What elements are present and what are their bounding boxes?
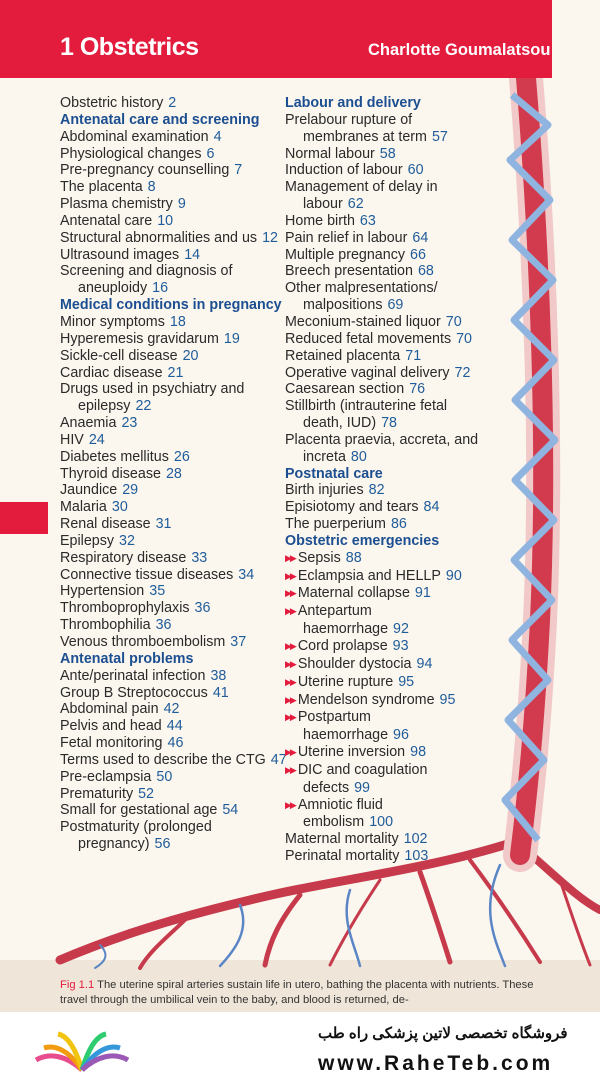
toc-page-number: 66 — [410, 246, 426, 263]
toc-page-number: 12 — [262, 229, 278, 246]
toc-entry-title: Anaemia 23 — [60, 415, 138, 432]
toc-page-number: 29 — [122, 482, 139, 499]
toc-page-number: 69 — [387, 297, 404, 314]
toc-entry-title: Renal disease 31 — [60, 516, 172, 533]
shop-name: فروشگاه تخصصی لاتین پزشکی راه طب — [318, 1025, 568, 1042]
toc-entry[interactable] — [60, 331, 285, 348]
emergency-arrow-icon: ▶▶ — [285, 799, 295, 810]
toc-entry[interactable] — [60, 179, 285, 196]
toc-page-number: 57 — [431, 128, 448, 145]
toc-entry[interactable] — [285, 848, 485, 865]
toc-page-number: 82 — [368, 482, 385, 499]
toc-page-number: 95 — [439, 691, 456, 708]
chapter-author: Charlotte Goumalatsou — [368, 41, 551, 59]
toc-entry-title: haemorrhage 92 — [303, 621, 409, 638]
toc-page-number: 6 — [206, 145, 215, 162]
toc-page-number: 95 — [398, 673, 415, 690]
toc-entry-title: Breech presentation 68 — [285, 263, 434, 280]
toc-entry-title: Connective tissue diseases 34 — [60, 566, 255, 583]
toc-entry-title: Eclampsia and HELLP 90 — [297, 567, 462, 584]
toc-entry[interactable] — [285, 831, 485, 848]
toc-entry[interactable] — [60, 381, 285, 415]
toc-entry-title: Jaundice 29 — [60, 482, 139, 499]
toc-entry-title: Prematurity 52 — [60, 785, 154, 802]
toc-entry-title: Normal labour 58 — [285, 145, 396, 162]
toc-entry-title: Respiratory disease 33 — [60, 549, 208, 566]
toc-entry-title: Abdominal pain 42 — [60, 701, 180, 718]
toc-page-number: 84 — [423, 499, 440, 516]
toc-page-number: 103 — [404, 848, 429, 865]
toc-entry-title: Birth injuries 82 — [285, 482, 385, 499]
toc-page-number: 22 — [135, 398, 152, 415]
toc-page-number: 94 — [416, 655, 433, 672]
toc-page-number: 26 — [173, 448, 190, 465]
toc-page-number: 33 — [191, 549, 208, 566]
toc-entry-title: Hyperemesis gravidarum 19 — [60, 330, 240, 347]
toc-entry[interactable] — [285, 247, 485, 264]
toc-page-number: 96 — [393, 727, 409, 744]
toc-entry-title: Structural abnormalities and us 12 — [60, 229, 278, 246]
toc-entry[interactable] — [60, 617, 285, 634]
toc-entry-title: Home birth 63 — [285, 212, 376, 229]
toc-entry-title: HIV 24 — [60, 431, 105, 448]
toc-entry[interactable] — [285, 280, 485, 314]
toc-page-number: 72 — [454, 364, 471, 381]
toc-entry-title: Epilepsy 32 — [60, 532, 135, 549]
toc-page-number: 88 — [345, 549, 362, 566]
toc-page-number: 100 — [369, 814, 394, 831]
toc-entry-title: Perinatal mortality 103 — [285, 848, 429, 865]
toc-entry[interactable] — [60, 213, 285, 230]
toc-page-number: 93 — [392, 638, 409, 654]
toc-entry[interactable] — [285, 744, 485, 762]
toc-entry-title: Management of delay in — [285, 179, 438, 196]
toc-entry[interactable] — [60, 533, 285, 550]
toc-page-number: 62 — [347, 196, 364, 213]
toc-page-number: 102 — [403, 831, 428, 848]
toc-page-number: 63 — [359, 212, 376, 229]
toc-entry-title: Postpartum — [297, 709, 371, 726]
toc-page-number: 99 — [354, 779, 371, 796]
chapter-header — [0, 0, 552, 78]
toc-page-number: 31 — [155, 516, 172, 533]
emergency-arrow-icon: ▶▶ — [285, 570, 295, 581]
toc-page-number: 91 — [414, 585, 431, 602]
toc-entry-title: Diabetes mellitus 26 — [60, 448, 190, 465]
toc-entry-title: increta 80 — [303, 448, 367, 465]
toc-page-number: 9 — [177, 196, 186, 213]
toc-entry-title: Shoulder dystocia 94 — [297, 655, 433, 672]
toc-page-number: 92 — [393, 621, 409, 638]
toc-entry-title: Multiple pregnancy 66 — [285, 246, 426, 263]
toc-entry-title: epilepsy 22 — [78, 398, 152, 415]
toc-entry-title: Pre-eclampsia 50 — [60, 768, 173, 785]
toc-entry-title: labour 62 — [303, 196, 364, 213]
toc-entry[interactable] — [60, 95, 285, 112]
toc-entry-title: Prelabour rupture of — [285, 111, 413, 128]
toc-entry-title: Placenta praevia, accreta, and — [285, 431, 479, 448]
toc-entry[interactable] — [60, 583, 285, 600]
toc-entry[interactable] — [285, 112, 485, 146]
toc-entry[interactable] — [60, 348, 285, 365]
toc-page-number: 56 — [154, 836, 171, 853]
toc-section-heading: Antenatal problems — [60, 650, 194, 667]
toc-page-number: 78 — [381, 415, 398, 432]
toc-page-number: 52 — [138, 785, 154, 802]
toc-entry[interactable] — [60, 701, 285, 718]
toc-entry[interactable] — [285, 162, 485, 179]
shop-website: www.RaheTeb.com — [318, 1052, 554, 1075]
toc-page-number: 36 — [155, 617, 172, 634]
watermark-footer — [0, 1012, 600, 1080]
toc-entry[interactable] — [60, 600, 285, 617]
toc-entry[interactable] — [60, 819, 285, 853]
toc-entry[interactable] — [60, 685, 285, 702]
toc-entry[interactable] — [60, 634, 285, 651]
toc-page-number: 71 — [405, 347, 422, 364]
toc-entry[interactable] — [60, 752, 285, 769]
toc-entry[interactable] — [60, 466, 285, 483]
emergency-arrow-icon: ▶▶ — [285, 676, 295, 687]
toc-entry-title: aneuploidy 16 — [78, 280, 169, 297]
toc-entry-title: Cardiac disease 21 — [60, 364, 184, 381]
toc-page-number: 90 — [445, 567, 462, 584]
toc-entry-title: Ultrasound images 14 — [60, 246, 201, 263]
toc-page-number: 34 — [238, 566, 255, 583]
toc-entry-title: Hypertension 35 — [60, 583, 166, 600]
toc-section-heading: Medical conditions in pregnancy — [60, 297, 282, 314]
toc-entry-title: Pre-pregnancy counselling 7 — [60, 162, 243, 179]
toc-page-number: 8 — [147, 179, 156, 196]
toc-entry-title: Induction of labour 60 — [285, 162, 424, 179]
emergency-arrow-icon: ▶▶ — [285, 552, 295, 563]
toc-entry-title: Ante/perinatal infection 38 — [60, 667, 227, 684]
toc-entry[interactable] — [285, 482, 485, 499]
chapter-thumb-tab — [0, 502, 48, 534]
toc-entry-title: Thyroid disease 28 — [60, 465, 182, 482]
toc-entry[interactable] — [285, 762, 485, 797]
toc-entry-title: Episiotomy and tears 84 — [285, 499, 440, 516]
toc-entry-title: haemorrhage 96 — [303, 727, 409, 744]
toc-entry[interactable] — [60, 786, 285, 803]
toc-entry[interactable] — [60, 365, 285, 382]
toc-entry[interactable] — [285, 331, 485, 348]
toc-entry-title: death, IUD) 78 — [303, 415, 398, 432]
toc-entry-title: Sickle-cell disease 20 — [60, 347, 199, 364]
toc-entry-title: Group B Streptococcus 41 — [60, 684, 229, 701]
chapter-title: 1 Obstetrics — [60, 33, 199, 61]
toc-entry-title: Terms used to describe the CTG 47 — [60, 751, 287, 768]
toc-page-number: 14 — [184, 246, 201, 263]
toc-entry-title: Caesarean section 76 — [285, 381, 426, 398]
toc-page-number: 98 — [410, 744, 427, 761]
toc-page-number: 37 — [230, 634, 247, 650]
toc-section-heading: Obstetric emergencies — [285, 532, 440, 549]
figure-label: Fig 1.1 — [60, 979, 95, 991]
toc-entry-title: Maternal collapse 91 — [297, 585, 431, 602]
toc-entry[interactable] — [60, 482, 285, 499]
toc-page-number: 28 — [165, 465, 182, 482]
toc-entry-title: Maternal mortality 102 — [285, 831, 428, 848]
toc-entry-title: The puerperium 86 — [285, 516, 407, 533]
toc-entry-title: Sepsis 88 — [297, 549, 362, 566]
toc-entry[interactable] — [60, 196, 285, 213]
toc-entry-title: The placenta 8 — [60, 179, 156, 196]
toc-entry[interactable] — [60, 499, 285, 516]
toc-entry[interactable] — [60, 146, 285, 163]
toc-section-heading: Labour and delivery — [285, 95, 421, 111]
toc-entry-title: Mendelson syndrome 95 — [297, 691, 456, 708]
toc-entry-title: defects 99 — [303, 779, 371, 796]
toc-page-number: 42 — [163, 701, 180, 718]
emergency-arrow-icon: ▶▶ — [285, 606, 295, 617]
toc-entry[interactable] — [285, 550, 485, 568]
toc-entry-title: Retained placenta 71 — [285, 347, 422, 364]
toc-page-number: 76 — [409, 381, 426, 398]
toc-entry-title: Minor symptoms 18 — [60, 313, 186, 330]
toc-entry-title: Malaria 30 — [60, 499, 128, 516]
toc-entry-title: Plasma chemistry 9 — [60, 196, 186, 213]
toc-page-number: 35 — [149, 583, 166, 600]
toc-page-number: 58 — [379, 145, 396, 162]
emergency-arrow-icon: ▶▶ — [285, 747, 295, 758]
toc-page-number: 2 — [168, 95, 177, 111]
toc-entry-title: malpositions 69 — [303, 297, 404, 314]
toc-entry[interactable] — [285, 213, 485, 230]
toc-entry[interactable] — [285, 692, 485, 710]
toc-page-number: 38 — [210, 667, 227, 684]
toc-entry[interactable] — [60, 550, 285, 567]
toc-entry-title: Uterine rupture 95 — [297, 673, 415, 690]
toc-page-number: 80 — [350, 448, 367, 465]
toc-entry[interactable] — [285, 797, 485, 832]
toc-page-number: 7 — [234, 162, 243, 179]
toc-entry[interactable] — [285, 585, 485, 603]
toc-entry-title: Meconium-stained liquor 70 — [285, 313, 462, 330]
toc-entry[interactable] — [285, 314, 485, 331]
toc-entry[interactable] — [60, 314, 285, 331]
toc-entry[interactable] — [60, 415, 285, 432]
toc-page-number: 70 — [456, 330, 472, 347]
toc-entry-title: Antenatal care 10 — [60, 212, 174, 229]
emergency-arrow-icon: ▶▶ — [285, 694, 295, 705]
toc-entry[interactable] — [60, 567, 285, 584]
toc-entry-title: Drugs used in psychiatry and — [60, 381, 245, 398]
toc-entry[interactable] — [60, 432, 285, 449]
toc-entry[interactable] — [285, 709, 485, 744]
toc-entry-title: Obstetric history 2 — [60, 95, 177, 111]
toc-entry[interactable] — [60, 735, 285, 752]
toc-entry[interactable] — [285, 398, 485, 432]
toc-page-number: 68 — [417, 263, 434, 280]
toc-entry[interactable] — [60, 230, 285, 247]
toc-entry[interactable] — [60, 129, 285, 146]
toc-entry-title: Fetal monitoring 46 — [60, 735, 184, 752]
toc-entry-title: Venous thromboembolism 37 — [60, 634, 247, 650]
toc-entry[interactable] — [285, 365, 485, 382]
emergency-arrow-icon: ▶▶ — [285, 641, 295, 651]
toc-page-number: 30 — [111, 499, 128, 516]
toc-entry-title: Reduced fetal movements 70 — [285, 330, 472, 347]
emergency-arrow-icon: ▶▶ — [285, 588, 295, 599]
toc-entry-title: Abdominal examination 4 — [60, 128, 222, 145]
emergency-arrow-icon: ▶▶ — [285, 764, 295, 775]
toc-page-number: 44 — [166, 718, 183, 735]
toc-entry-title: Physiological changes 6 — [60, 145, 215, 162]
toc-entry[interactable] — [285, 230, 485, 247]
toc-entry-title: Stillbirth (intrauterine fetal — [285, 398, 448, 415]
figure-caption — [60, 978, 555, 1007]
toc-page-number: 36 — [194, 600, 211, 617]
toc-page-number: 47 — [270, 751, 287, 768]
toc-page-number: 50 — [156, 768, 173, 785]
toc-entry-title: Uterine inversion 98 — [297, 744, 427, 761]
toc-page-number: 23 — [121, 415, 138, 432]
toc-entry[interactable] — [60, 263, 285, 297]
toc-page-number: 10 — [157, 212, 174, 229]
toc-entry-title: Cord prolapse 93 — [297, 638, 409, 654]
toc-entry[interactable] — [285, 146, 485, 163]
toc-entry[interactable] — [60, 769, 285, 786]
toc-entry[interactable] — [285, 179, 485, 213]
toc-entry[interactable] — [285, 516, 485, 533]
toc-page-number: 16 — [152, 280, 169, 297]
toc-entry[interactable] — [285, 638, 485, 656]
toc-entry-title: Thrombophilia 36 — [60, 617, 172, 634]
toc-page-number: 18 — [169, 313, 186, 330]
toc-page-number: 4 — [213, 128, 222, 145]
toc-section-heading: Postnatal care — [285, 465, 383, 482]
toc-entry-title: embolism 100 — [303, 814, 394, 831]
toc-entry[interactable] — [60, 162, 285, 179]
toc-entry[interactable] — [285, 348, 485, 365]
toc-entry-title: Operative vaginal delivery 72 — [285, 364, 471, 381]
toc-page-number: 21 — [167, 364, 184, 381]
toc-left-column — [60, 95, 285, 853]
toc-entry[interactable] — [285, 674, 485, 692]
toc-entry[interactable] — [285, 656, 485, 674]
toc-entry[interactable] — [60, 449, 285, 466]
toc-entry[interactable] — [285, 432, 485, 466]
toc-entry-title: pregnancy) 56 — [78, 836, 171, 853]
toc-entry-title: Antepartum — [297, 603, 372, 620]
toc-entry[interactable] — [285, 263, 485, 280]
toc-page-number: 60 — [407, 162, 424, 179]
toc-entry-title: Small for gestational age 54 — [60, 802, 239, 819]
toc-entry-title: Screening and diagnosis of — [60, 263, 233, 280]
emergency-arrow-icon: ▶▶ — [285, 712, 295, 723]
toc-entry[interactable] — [60, 247, 285, 264]
toc-entry[interactable] — [285, 568, 485, 586]
toc-entry[interactable] — [60, 718, 285, 735]
toc-entry-title: Postmaturity (prolonged — [60, 819, 212, 836]
toc-page-number: 70 — [445, 313, 462, 330]
toc-page-number: 41 — [212, 684, 229, 701]
toc-entry-title: Other malpresentations/ — [285, 280, 438, 297]
toc-section-heading: Antenatal care and screening — [60, 111, 260, 128]
toc-entry-title: Thromboprophylaxis 36 — [60, 600, 211, 617]
toc-page-number: 64 — [412, 229, 429, 246]
figure-caption-text: The uterine spiral arteries sustain life in utero, bathing the placenta with nutrients. These travel through the umbilical vein to the baby, and blood is returned, de- — [60, 979, 534, 1006]
toc-entry-title: Pain relief in labour 64 — [285, 229, 429, 246]
toc-page-number: 86 — [390, 516, 407, 533]
toc-entry[interactable] — [60, 802, 285, 819]
book-logo-icon — [32, 1026, 132, 1074]
toc-entry-title: Pelvis and head 44 — [60, 718, 183, 735]
toc-page-number: 20 — [182, 347, 199, 364]
toc-page-number: 19 — [223, 330, 240, 347]
toc-page-number: 46 — [167, 735, 184, 752]
toc-right-column — [285, 95, 485, 865]
toc-page-number: 32 — [119, 532, 135, 549]
toc-entry[interactable] — [60, 668, 285, 685]
toc-page-number: 54 — [222, 802, 239, 819]
toc-entry-title: DIC and coagulation — [297, 761, 428, 778]
emergency-arrow-icon: ▶▶ — [285, 658, 295, 669]
toc-page-number: 24 — [88, 431, 105, 448]
toc-entry[interactable] — [285, 381, 485, 398]
toc-entry-title: membranes at term 57 — [303, 128, 448, 145]
toc-entry[interactable] — [60, 516, 285, 533]
toc-entry[interactable] — [285, 499, 485, 516]
toc-entry-title: Amniotic fluid — [297, 796, 383, 813]
toc-entry[interactable] — [285, 603, 485, 638]
